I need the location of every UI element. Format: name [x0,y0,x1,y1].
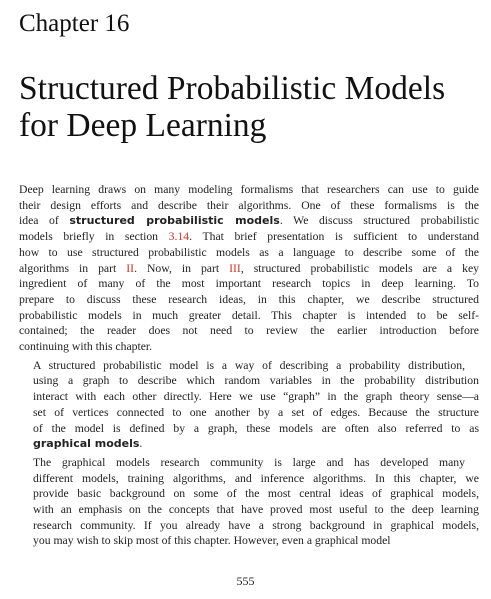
text-run: probabilistic models in much greater detail. This chapter is intended to be self- [19,308,479,322]
text-line [19,486,479,502]
defined-term: structured probabilistic models [69,214,280,228]
text-line [19,308,479,324]
text-run: The graphical models research community is large and has developed many [33,455,465,469]
text-run: continuing with this chapter. [19,340,153,354]
text-run: . We discuss structured probabilistic [279,214,480,228]
text-line [19,533,479,549]
paragraph-2 [19,358,479,452]
text-line [19,502,479,518]
body-text [19,182,479,549]
text-line [19,421,479,437]
text-run: of the model is defined by a graph, these models are often also referred to as [33,421,479,435]
text-run: . Now, in part [134,261,230,275]
text-run: Deep learning draws on many modeling formalisms that researchers can use to guide [19,183,479,196]
text-line [19,261,479,277]
text-line [19,245,479,261]
text-run: you may wish to skip most of this chapter. However, even a graphical model [33,534,391,548]
text-line [19,198,479,214]
cross-reference-link[interactable]: 3.14 [168,230,190,244]
text-line [19,389,479,405]
text-run: interact with each other directly. Here we use “graph” in the graph theory sense—a [33,390,479,404]
chapter-title [19,70,479,144]
text-line [19,455,479,471]
text-run: . That brief presentation is sufficient to understand [189,230,479,244]
chapter-label: Chapter 16 [19,10,130,37]
text-line [19,373,479,389]
text-run: different models, training algorithms, and inference algorithms. In this chapter, we [33,471,479,485]
text-run: . [139,437,143,451]
paragraph-1 [19,182,479,355]
text-run: , structured probabilistic models are a key [240,261,479,275]
text-run: how to use structured probabilistic models as a language to describe some of the [19,245,479,259]
text-run: models briefly in section [19,230,169,244]
text-run: with an emphasis on the concepts that have proved most useful to the deep learning [33,503,479,517]
text-run: using a graph to describe which random variables in the probability distribution [33,374,479,388]
text-line [19,358,479,374]
text-line [19,323,479,339]
text-run: their design efforts and describe their algorithms. One of these formalisms is the [19,198,479,212]
page-number: 555 [236,574,255,588]
text-line [19,292,479,308]
chapter-title-line: for Deep Learning [19,107,267,144]
cross-reference-link[interactable]: II [126,261,135,275]
text-line [19,182,479,198]
text-run: contained; the reader does not need to review the earlier introduction before [19,324,479,338]
text-run: idea of [19,214,70,228]
cross-reference-link[interactable]: III [229,261,241,275]
text-run: A structured probabilistic model is a way of describing a probability distribution, [33,358,465,372]
text-line [19,436,479,452]
text-line [19,405,479,421]
text-run: provide basic background on some of the most central ideas of graphical models, [33,487,479,501]
paragraph-3 [19,455,479,549]
text-run: research community. If you already have a strong background in graphical models, [33,518,479,532]
chapter-title-line: Structured Probabilistic Models [19,70,446,107]
text-line [19,229,479,245]
text-line [19,518,479,534]
text-run: ingredient of many of the most important research topics in deep learning. To [19,277,479,291]
text-run: set of vertices connected to one another by a set of edges. Because the structure [33,405,479,419]
text-line [19,471,479,487]
text-line [19,213,479,229]
defined-term: graphical models [33,437,140,451]
text-run: algorithms in part [19,261,127,275]
text-line [19,276,479,292]
text-line [19,339,479,355]
text-run: prepare to discuss these research ideas, in this chapter, we describe structured [19,292,479,306]
